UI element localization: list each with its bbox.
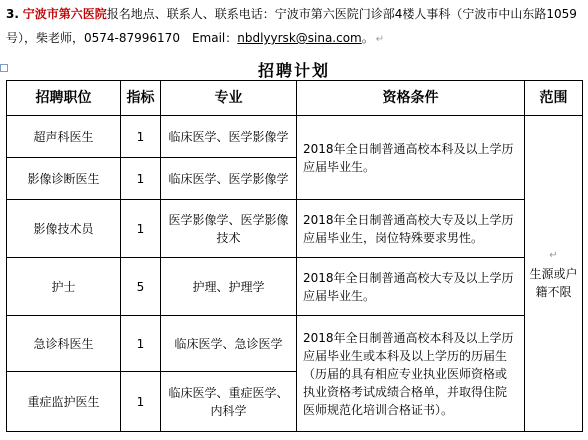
position-cell: 急诊科医生	[7, 316, 121, 372]
paragraph-mark-icon: ↵	[375, 34, 385, 45]
count-cell: 1	[121, 372, 161, 432]
header-position: 招聘职位	[7, 81, 121, 116]
position-cell: 重症监护医生	[7, 372, 121, 432]
scope-text: 生源或户籍不限	[529, 266, 578, 299]
qualification-cell: 2018年全日制普通高校大专及以上学历应届毕业生。	[297, 258, 525, 316]
contact-paragraph	[6, 2, 586, 52]
email-link[interactable]: nbdlyyrsk@sina.com	[237, 31, 362, 45]
position-cell: 影像技术员	[7, 200, 121, 258]
count-cell: 5	[121, 258, 161, 316]
qualification-cell: 2018年全日制普通高校本科及以上学历应届毕业生。	[297, 116, 525, 200]
header-major: 专业	[161, 81, 297, 116]
table-row	[7, 200, 583, 258]
recruitment-table	[6, 80, 583, 432]
major-cell: 临床医学、急诊医学	[161, 316, 297, 372]
count-cell: 1	[121, 158, 161, 200]
count-cell: 1	[121, 116, 161, 158]
contact-tail: 。	[361, 31, 374, 45]
position-cell: 影像诊断医生	[7, 158, 121, 200]
paragraph-mark-icon: ↵	[549, 249, 558, 261]
contact-text: 报名地点、联系人、联系电话：宁波市第六医院门诊部4楼人事科（宁波市中山东路1059号），柴老师，0574-87996170 Email：	[6, 7, 577, 45]
scope-cell	[525, 116, 583, 432]
major-cell: 临床医学、重症医学、内科学	[161, 372, 297, 432]
major-cell: 临床医学、医学影像学	[161, 116, 297, 158]
table-header-row	[7, 81, 583, 116]
table-row	[7, 258, 583, 316]
count-cell: 1	[121, 200, 161, 258]
position-cell: 护士	[7, 258, 121, 316]
header-scope: 范围	[525, 81, 583, 116]
header-qualification: 资格条件	[297, 81, 525, 116]
position-cell: 超声科医生	[7, 116, 121, 158]
major-cell: 护理、护理学	[161, 258, 297, 316]
table-row	[7, 316, 583, 372]
table-row	[7, 116, 583, 158]
major-cell: 临床医学、医学影像学	[161, 158, 297, 200]
major-cell: 医学影像学、医学影像技术	[161, 200, 297, 258]
header-count: 指标	[121, 81, 161, 116]
qualification-cell: 2018年全日制普通高校本科及以上学历应届毕业生或本科及以上学历的历届生（历届的具有相应专业执业医师资格或执业资格考试成绩合格单，并取得住院医师规范化培训合格证书）。	[297, 316, 525, 432]
qualification-cell: 2018年全日制普通高校大专及以上学历应届毕业生，岗位特殊要求男性。	[297, 200, 525, 258]
count-cell: 1	[121, 316, 161, 372]
hospital-name: 宁波市第六医院	[22, 7, 107, 21]
item-number: 3.	[6, 7, 19, 21]
page-title: 招聘计划	[257, 61, 330, 80]
